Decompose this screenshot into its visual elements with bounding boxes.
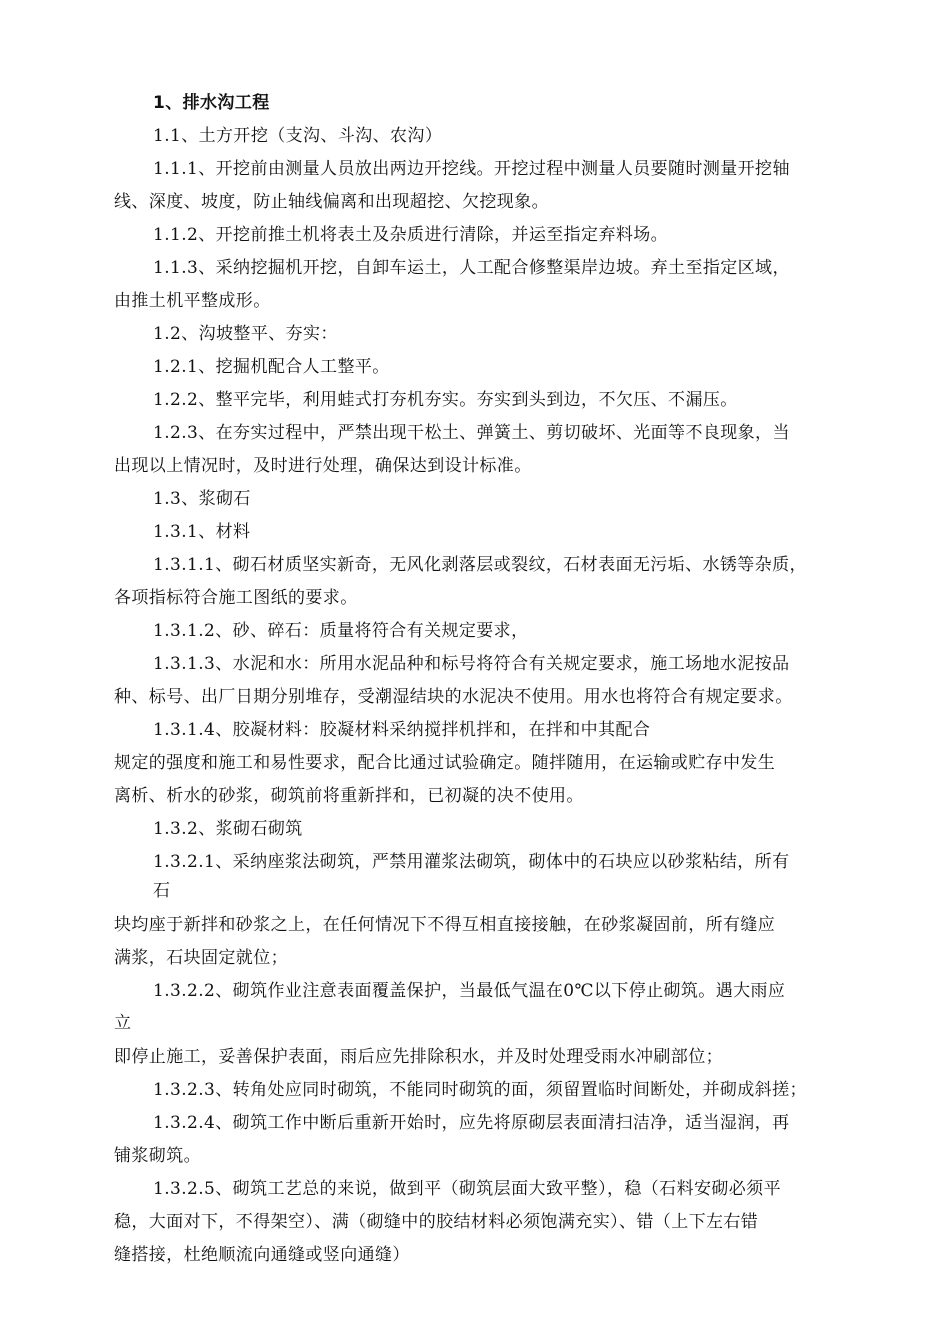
- subsection-heading: 1.3.1、材料: [153, 522, 251, 542]
- paragraph-line: 1.3.1.1、砌石材质坚实新奇，无风化剥落层或裂纹，石材表面无污垢、水锈等杂质，: [153, 555, 807, 575]
- paragraph-line: 由推土机平整成形。: [114, 291, 271, 311]
- paragraph-line: 1.3.1.2、砂、碎石：质量将符合有关规定要求，: [153, 621, 529, 641]
- paragraph-line: 种、标号、出厂日期分别堆存，受潮湿结块的水泥决不使用。用水也将符合有规定要求。: [114, 687, 793, 707]
- paragraph-line: 块均座于新拌和砂浆之上，在任何情况下不得互相直接接触，在砂浆凝固前，所有缝应: [114, 915, 776, 935]
- paragraph-line: 1.2.1、挖掘机配合人工整平。: [153, 357, 390, 377]
- paragraph-line: 线、深度、坡度，防止轴线偏离和出现超挖、欠挖现象。: [114, 192, 549, 212]
- paragraph-line: 即停止施工，妥善保护表面，雨后应先排除积水，并及时处理受雨水冲刷部位；: [114, 1047, 723, 1067]
- section-heading: 1、排水沟工程: [153, 93, 270, 113]
- paragraph-line: 铺浆砌筑。: [114, 1146, 201, 1166]
- paragraph-line: 1.1.2、开挖前推土机将表土及杂质进行清除，并运至指定弃料场。: [153, 225, 669, 245]
- paragraph-line: 各项指标符合施工图纸的要求。: [114, 588, 358, 608]
- paragraph-line: 出现以上情况时，及时进行处理，确保达到设计标准。: [114, 456, 532, 476]
- paragraph-line: 离析、析水的砂浆，砌筑前将重新拌和，已初凝的决不使用。: [114, 786, 584, 806]
- paragraph-line: 满浆，石块固定就位；: [114, 948, 288, 968]
- paragraph-line: 1.1.3、采纳挖掘机开挖，自卸车运土，人工配合修整渠岸边坡。弃土至指定区域，: [153, 258, 790, 278]
- subsection-heading: 1.1、土方开挖（支沟、斗沟、农沟）: [153, 126, 443, 146]
- subsection-heading: 1.2、沟坡整平、夯实：: [153, 324, 338, 344]
- paragraph-line: 1.2.3、在夯实过程中，严禁出现干松土、弹簧土、剪切破坏、光面等不良现象，当: [153, 423, 790, 443]
- paragraph-line: 1.3.2.1、采纳座浆法砌筑，严禁用灌浆法砌筑，砌体中的石块应以砂浆粘结，所有: [153, 852, 790, 872]
- paragraph-line: 1.3.2.5、砌筑工艺总的来说，做到平（砌筑层面大致平整），稳（石料安砌必须平: [153, 1179, 781, 1199]
- paragraph-line: 1.2.2、整平完毕，利用蛙式打夯机夯实。夯实到头到边，不欠压、不漏压。: [153, 390, 738, 410]
- paragraph-line: 1.3.1.3、水泥和水：所用水泥品种和标号将符合有关规定要求，施工场地水泥按品: [153, 654, 790, 674]
- subsection-heading: 1.3、浆砌石: [153, 489, 251, 509]
- paragraph-line: 规定的强度和施工和易性要求，配合比通过试验确定。随拌随用，在运输或贮存中发生: [114, 753, 776, 773]
- paragraph-line: 立: [114, 1013, 132, 1033]
- paragraph-line: 1.3.1.4、胶凝材料：胶凝材料采纳搅拌机拌和，在拌和中其配合: [153, 720, 651, 740]
- paragraph-line: 1.1.1、开挖前由测量人员放出两边开挖线。开挖过程中测量人员要随时测量开挖轴: [153, 159, 790, 179]
- paragraph-line: 稳，大面对下，不得架空）、满（砌缝中的胶结材料必须饱满充实）、错（上下左右错: [114, 1212, 759, 1232]
- paragraph-line: 1.3.2.2、砌筑作业注意表面覆盖保护，当最低气温在0℃以下停止砌筑。遇大雨应: [153, 981, 786, 1001]
- paragraph-line: 1.3.2.3、转角处应同时砌筑，不能同时砌筑的面，须留置临时间断处，并砌成斜搓；: [153, 1080, 807, 1100]
- paragraph-line: 缝搭接，杜绝顺流向通缝或竖向通缝）: [114, 1245, 410, 1265]
- paragraph-line: 石: [153, 881, 171, 901]
- subsection-heading: 1.3.2、浆砌石砌筑: [153, 819, 303, 839]
- paragraph-line: 1.3.2.4、砌筑工作中断后重新开始时，应先将原砌层表面清扫洁净，适当湿润，再: [153, 1113, 790, 1133]
